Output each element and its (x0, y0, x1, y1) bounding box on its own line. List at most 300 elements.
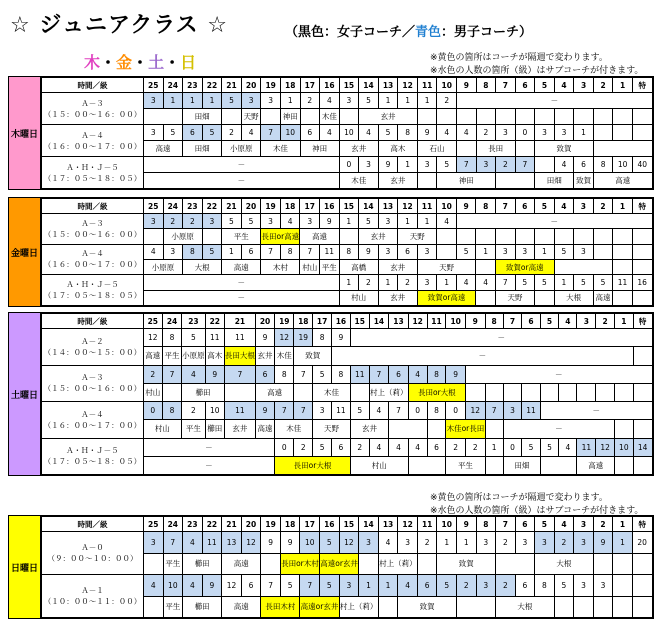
student-count: 5 (222, 93, 242, 109)
coach-name: － (143, 456, 275, 474)
student-count: 3 (398, 532, 418, 554)
student-count: 3 (574, 244, 594, 259)
student-count: 4 (398, 575, 418, 597)
student-count: 9 (205, 365, 224, 383)
grade-header: 1 (613, 78, 633, 93)
coach-name (633, 420, 652, 438)
grade-header: 18 (280, 517, 300, 532)
class-time: （１４：００～１５：００） (43, 347, 142, 357)
student-count: 5 (593, 275, 613, 290)
student-count: 7 (457, 157, 477, 173)
grade-header: 25 (143, 314, 162, 329)
coach-name: 高遠 (577, 456, 614, 474)
student-count (613, 244, 633, 259)
coach-name (633, 347, 652, 365)
coach-name: 玄井 (378, 259, 417, 274)
grade-header: 3 (574, 78, 594, 93)
student-count: 11 (350, 365, 369, 383)
student-count: 2 (143, 365, 162, 383)
student-count: 8 (332, 365, 351, 383)
grade-header: 18 (280, 199, 300, 214)
student-count (632, 244, 652, 259)
student-count: 3 (143, 532, 163, 554)
grade-header: 21 (224, 314, 255, 329)
student-count: 5 (320, 532, 340, 554)
student-count: 2 (554, 532, 574, 554)
grade-header: 5 (535, 517, 555, 532)
coach-name: － (143, 173, 339, 189)
coach-name (554, 229, 574, 244)
coach-name (515, 109, 535, 125)
student-count: 2 (182, 402, 206, 420)
student-count: － (456, 214, 652, 229)
coach-name: － (143, 290, 339, 305)
coach-name (535, 109, 555, 125)
student-count: 2 (496, 532, 516, 554)
student-count: 5 (313, 438, 332, 456)
class-label (42, 244, 144, 275)
student-count: 1 (280, 93, 300, 109)
student-count: 5 (163, 125, 183, 141)
header-time-grade: 時間／級 (42, 517, 144, 532)
student-count: 1 (554, 275, 574, 290)
coach-name: 天野 (495, 290, 534, 305)
header-time-grade: 時間／級 (42, 314, 144, 329)
coach-name: 玄井 (255, 347, 274, 365)
student-count: 3 (554, 125, 574, 141)
coach-name: 致賀 (574, 173, 594, 189)
coach-name (162, 383, 181, 401)
coach-name (614, 456, 633, 474)
student-count: 9 (255, 402, 274, 420)
grade-header: 16 (319, 199, 339, 214)
student-count: 12 (465, 402, 485, 420)
student-count: 1 (339, 214, 359, 229)
coach-name: 高遠 (255, 420, 274, 438)
student-count: 4 (359, 125, 379, 141)
student-count: 4 (476, 275, 496, 290)
student-count: 1 (398, 214, 418, 229)
student-count (632, 125, 652, 141)
coach-name: － (332, 347, 634, 365)
student-count: 1 (457, 532, 477, 554)
day-label: 日曜日 (9, 516, 41, 618)
student-count: 2 (496, 575, 516, 597)
student-count: 5 (313, 365, 332, 383)
student-count: 8 (275, 365, 294, 383)
student-count: 10 (300, 532, 320, 554)
coach-name: 致賀or高遠 (417, 290, 476, 305)
coach-name (485, 420, 503, 438)
student-count: 2 (417, 532, 437, 554)
coach-name: 高遠 (222, 259, 261, 274)
student-count: 6 (183, 125, 203, 141)
class-name: Ａ・Ｈ・Ｊ－５ (66, 162, 119, 172)
coach-name: 天野 (417, 259, 476, 274)
student-count: 3 (202, 214, 222, 229)
class-name: Ａ－３ (81, 373, 104, 383)
coach-name (485, 383, 503, 401)
coach-name (294, 383, 313, 401)
coach-name (613, 553, 633, 575)
grade-header: 9 (457, 78, 477, 93)
coach-name (437, 109, 457, 125)
coach-name: 高遠 (300, 229, 339, 244)
student-count: 10 (163, 575, 183, 597)
class-time: （１０：００～１１：００） (43, 597, 142, 606)
student-count: 7 (163, 532, 183, 554)
coach-name (359, 553, 379, 575)
grade-header: 12 (398, 78, 418, 93)
coach-name (339, 109, 359, 125)
student-count: 7 (485, 402, 503, 420)
class-time: （９：００～１０：００） (47, 554, 138, 563)
student-count: 7 (261, 244, 281, 259)
student-count: 4 (183, 532, 203, 554)
coach-name: 田畑 (535, 173, 574, 189)
page-title: ☆ ジュニアクラス ☆ (10, 13, 229, 38)
coach-name (632, 553, 652, 575)
coach-name: 田畑 (183, 109, 222, 125)
coach-name: 平生 (162, 347, 181, 365)
coach-name (574, 596, 594, 618)
student-count: 6 (427, 438, 446, 456)
class-name: Ａ－１ (81, 586, 104, 595)
coach-name (485, 456, 503, 474)
student-count: － (143, 157, 339, 173)
student-count: － (143, 438, 275, 456)
student-count: － (540, 402, 652, 420)
coach-name (632, 259, 652, 274)
student-count: 2 (359, 275, 379, 290)
grade-header: 13 (378, 78, 398, 93)
student-count: 3 (535, 532, 555, 554)
coach-name: 平生 (446, 456, 485, 474)
class-label (42, 532, 144, 575)
student-count: 4 (389, 438, 409, 456)
class-time: （１５：００～１６：００） (43, 109, 142, 119)
student-count: 4 (456, 275, 476, 290)
student-count: 0 (446, 402, 466, 420)
day-block (8, 76, 654, 190)
student-count: 0 (503, 438, 521, 456)
coach-name (143, 229, 163, 244)
grade-header: 10 (437, 78, 457, 93)
grade-header: 2 (596, 314, 615, 329)
coach-name: 長田or大根 (275, 456, 351, 474)
grade-header: 14 (359, 199, 379, 214)
coach-name: 玄井 (359, 109, 418, 125)
grade-header: 5 (540, 314, 558, 329)
class-time: （１６：００～１７：００） (43, 141, 142, 151)
coach-name: 高遠 (593, 173, 652, 189)
coach-name: 致賀 (535, 141, 594, 157)
grade-header: 9 (456, 199, 476, 214)
class-label (42, 402, 144, 439)
grade-header: 5 (535, 78, 555, 93)
class-name: Ａ－３ (81, 218, 104, 228)
coach-name (632, 229, 652, 244)
class-time: （１５：００～１６：００） (43, 384, 142, 394)
student-count: 2 (163, 214, 183, 229)
student-count: 5 (554, 244, 574, 259)
class-name: Ａ－４ (81, 409, 104, 419)
coach-name (540, 383, 558, 401)
grade-header: 20 (241, 78, 261, 93)
grade-header: 1 (614, 314, 633, 329)
student-count: 4 (143, 575, 163, 597)
coach-name (495, 229, 515, 244)
coach-name: 高遠 (222, 596, 261, 618)
student-count: 10 (613, 157, 633, 173)
coach-name: 大根 (535, 553, 594, 575)
student-count: 3 (535, 125, 555, 141)
coach-name (456, 229, 476, 244)
student-count: 9 (332, 329, 351, 347)
coach-name (476, 109, 496, 125)
student-count: 16 (632, 275, 652, 290)
student-count: 1 (183, 93, 203, 109)
student-count: 1 (398, 93, 418, 109)
coach-name (437, 229, 457, 244)
student-count: 12 (241, 532, 261, 554)
student-count: 4 (280, 214, 300, 229)
coach-name: 木佳 (320, 109, 340, 125)
student-count: 7 (300, 575, 320, 597)
grade-header: 15 (339, 199, 359, 214)
student-count: 0 (275, 438, 294, 456)
grade-header: 23 (183, 199, 203, 214)
grade-header: 2 (593, 78, 613, 93)
student-count: 4 (554, 157, 574, 173)
grade-header: 6 (515, 199, 535, 214)
student-count: 4 (408, 365, 427, 383)
student-count: 11 (202, 532, 222, 554)
day-block (8, 312, 654, 476)
day-char: 金 (116, 53, 133, 72)
student-count: 3 (417, 244, 437, 259)
grade-header: 16 (320, 78, 340, 93)
coach-name (593, 596, 613, 618)
grade-header: 17 (300, 199, 320, 214)
student-count: 10 (614, 438, 633, 456)
student-count: 7 (369, 365, 389, 383)
coach-name (339, 229, 359, 244)
grade-header: 6 (515, 517, 535, 532)
student-count: 3 (503, 402, 521, 420)
coach-name: 玄井 (378, 290, 417, 305)
student-count: 1 (535, 244, 555, 259)
grade-header: 12 (398, 199, 418, 214)
coach-name (613, 290, 633, 305)
student-count: 5 (202, 244, 222, 259)
coach-name: 大根 (496, 596, 555, 618)
grade-header: 9 (465, 314, 485, 329)
student-count (613, 125, 633, 141)
student-count: 8 (427, 402, 446, 420)
student-count (613, 575, 633, 597)
coach-name: 平生 (182, 420, 206, 438)
coach-name (417, 553, 437, 575)
student-count: 5 (320, 575, 340, 597)
student-count: 5 (202, 125, 222, 141)
coach-name: 高遠or玄井 (300, 596, 339, 618)
coach-name: 平生 (319, 259, 339, 274)
coach-name: 致賀 (437, 553, 496, 575)
student-count: 5 (554, 575, 574, 597)
student-count: 0 (408, 402, 427, 420)
student-count: 10 (339, 125, 359, 141)
coach-name: 致賀or高遠 (495, 259, 554, 274)
student-count: 8 (593, 157, 613, 173)
student-count: 9 (280, 532, 300, 554)
student-count: 9 (359, 244, 379, 259)
class-label (42, 275, 144, 306)
student-count: 5 (241, 214, 261, 229)
student-count: 7 (162, 365, 181, 383)
grade-header: 19 (261, 78, 281, 93)
grade-header: 11 (417, 78, 437, 93)
grade-header: 20 (241, 517, 261, 532)
coach-name (559, 383, 577, 401)
student-count: 7 (515, 157, 535, 173)
grade-header: 8 (476, 517, 496, 532)
student-count: 4 (369, 402, 389, 420)
coach-name (593, 229, 613, 244)
coach-name: 高遠 (593, 290, 613, 305)
student-count: 3 (261, 93, 281, 109)
student-count: 5 (222, 214, 242, 229)
class-label (42, 365, 144, 402)
student-count: 3 (300, 214, 320, 229)
coach-name (613, 596, 633, 618)
coach-name: 櫛田 (182, 383, 225, 401)
grade-header: 13 (389, 314, 409, 329)
coach-name: 村上（莉） (339, 596, 378, 618)
coach-name (614, 420, 633, 438)
grade-header: 19 (261, 199, 281, 214)
coach-name (261, 553, 281, 575)
student-count: 8 (162, 402, 181, 420)
grade-header: 14 (359, 78, 379, 93)
student-count: 0 (143, 402, 162, 420)
class-name: Ａ－３ (81, 98, 104, 108)
legend-prefix: （黒色：女子コーチ／ (285, 25, 416, 40)
grade-header: 特 (632, 517, 652, 532)
schedule-table (41, 77, 653, 189)
coach-name (574, 229, 594, 244)
coach-name (633, 383, 652, 401)
student-count: 1 (437, 532, 457, 554)
student-count: 12 (143, 329, 162, 347)
grade-header: 22 (202, 199, 222, 214)
day-block (8, 197, 654, 307)
day-char: ・ (100, 53, 117, 72)
student-count: 7 (224, 365, 255, 383)
coach-name (522, 383, 541, 401)
coach-name: 木佳 (339, 173, 378, 189)
student-count: 6 (241, 244, 261, 259)
student-count: 9 (417, 125, 437, 141)
day-char: ・ (132, 53, 149, 72)
student-count: 1 (613, 532, 633, 554)
class-name: Ａ－２ (81, 336, 104, 346)
grade-header: 1 (613, 199, 633, 214)
student-count: 1 (398, 157, 418, 173)
grade-header: 24 (163, 78, 183, 93)
student-count: 4 (241, 125, 261, 141)
student-count: 10 (280, 125, 300, 141)
class-name: Ａ－４ (81, 130, 104, 140)
coach-name: 高遠 (255, 383, 294, 401)
student-count: 3 (515, 532, 535, 554)
student-count: 1 (417, 93, 437, 109)
day-char: 日 (180, 53, 197, 72)
student-count (593, 125, 613, 141)
coach-name (613, 259, 633, 274)
student-count: 1 (339, 275, 359, 290)
coach-name (515, 141, 535, 157)
grade-header: 18 (294, 314, 313, 329)
coach-name (535, 290, 555, 305)
coach-name (503, 383, 521, 401)
coach-name: 木佳 (275, 347, 294, 365)
day-char: 土 (148, 53, 165, 72)
student-count: 5 (522, 438, 541, 456)
grade-header: 7 (496, 78, 516, 93)
grade-header: 7 (495, 199, 515, 214)
coach-name (496, 173, 535, 189)
coach-name: 田畑 (183, 141, 222, 157)
student-count: 7 (261, 575, 281, 597)
student-count: 12 (339, 532, 359, 554)
grade-header: 3 (574, 517, 594, 532)
coach-name: 神田 (437, 173, 496, 189)
coach-name: 村山 (143, 420, 182, 438)
student-count: 6 (398, 244, 418, 259)
grade-header: 18 (280, 78, 300, 93)
student-count: 11 (577, 438, 596, 456)
student-count: 6 (574, 157, 594, 173)
student-count: 5 (359, 214, 379, 229)
coach-name (632, 290, 652, 305)
student-count: 9 (378, 157, 398, 173)
student-count: 11 (613, 275, 633, 290)
coach-name (457, 141, 477, 157)
student-count: 4 (437, 125, 457, 141)
student-count: 2 (398, 275, 418, 290)
coach-name: － (503, 420, 614, 438)
schedule-table (41, 313, 653, 475)
coach-name: 小原原 (143, 259, 182, 274)
class-label (42, 93, 144, 125)
grade-header: 8 (476, 199, 496, 214)
grade-header: 19 (275, 314, 294, 329)
student-count: 8 (398, 125, 418, 141)
grade-header: 15 (339, 517, 359, 532)
student-count: 1 (485, 438, 503, 456)
student-count: 14 (633, 438, 652, 456)
note-yellow-2: ※黄色の箇所はコーチが隔週で変わります。 (430, 493, 608, 503)
student-count: 0 (515, 125, 535, 141)
student-count: 4 (457, 125, 477, 141)
student-count: 1 (378, 275, 398, 290)
student-count: 1 (476, 244, 496, 259)
student-count: 3 (476, 575, 496, 597)
grade-header: 3 (574, 199, 594, 214)
class-time: （１７：０５～１８：０５） (43, 291, 142, 301)
student-count: 5 (359, 93, 379, 109)
